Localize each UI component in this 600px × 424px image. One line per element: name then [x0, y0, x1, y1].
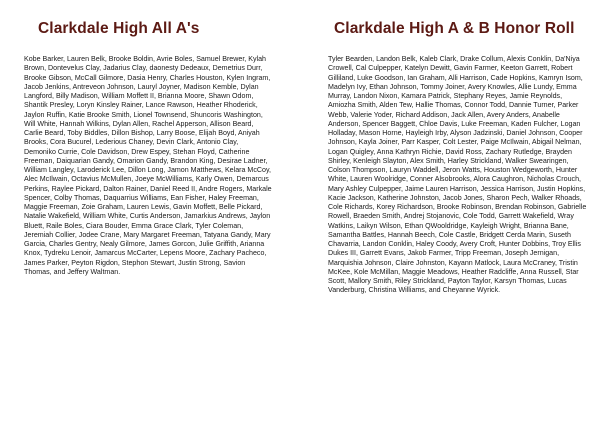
all-as-names: Kobe Barker, Lauren Belk, Brooke Boldin, Avrie Boles, Samuel Brewer, Kylah Brown, Dontevelus Clay, Jadarius Clay, daonesty Dedeaux, Demetrius Durr, Brooke Gibson, McCall Gilmore, Dasia Henry, Charles Houston, Kylen Ingram, Jacob Jenkins, Antreveon Johnson, Lauryl Joyner, Madison Kemble, Dylan Langford, Billy Madison, William Moffett II, Brianna Moore, Shawn Odom, Shantik Presley, Loryn Kinsley Rainer, Lance Rawson, Heather Rhoderick, Jaylon Ruffin, Katie Brooke Smith, Lionel Townsend, Shuncoris Washington, Will White, Hannah Wilkins, Dylan Allen, Rachel Apperson, Allison Beard, Carlie Beard, Toby Biddles, Dillon Bishop, Larry Boose, Elijah Boyd, Aniyah Brooks, Cora Bucurel, Lederious Chaney, Devin Clark, Antonio Clay, Demoniko Currie, Cole Davidson, Drew Espey, Stehan Floyd, Catherine Freeman, Daiquarian Gandy, Omarion Gandy, Brandon King, Desirae Ladner, William Langley, Laroderick Lee, Dillon Long, Jamon Matthews, Kelara McCoy, Alec McIlwain, Octavius McMullen, Joeye McWilliams, Karly Owen, Demarcus Perkins, Raylee Pickard, Dalton Rainer, Daniel Reed II, Andre Rogers, Markale Spencer, Colby Thomas, Daquarrius Williams, Ean Fisher, Haley Freeman, Maggie Freeman, Zoie Graham, Lauren Lewis, Gavin Moffett, Belle Pickard, Natalie Wakefield, William White, Curtis Anderson, Jamarkius Andrews, Jaylon Bluett, Raile Boles, Ciara Bouder, Emma Grace Clark, Tyler Coleman, Jeremiah Collier, Jodee Crane, Mary Margaret Freeman, Tatyana Gandy, Mary Garcia, Charles Gentry, Nealy Gilmore, James Gorcon, Julie Griffith, Arianna Knox, Tydreku Lenoir, Jamarcus McCarter, Lepens Moore, Zachary Pacheco, James Parker, Peyton Rigdon, Stephon Stewart, Justin Strong, Savion Thomas, and Jeffery Waltman. — [24, 55, 272, 276]
honor-roll-names: Tyler Bearden, Landon Belk, Kaleb Clark, Drake Collum, Alexis Conklin, Da'Niya Crowell, Cal Culpepper, Katelyn Dewitt, Gavin Farmer, Keeton Garrett, Robert Gilliland, Luke Goodson, Ian Graham, Alli Harrison, Cade Hopkins, Kamryn Isom, Madelyn Ivy, Ethan Johnson, Tommy Joiner, Avery Knowles, Allie Lundy, Emma Murray, Landon Nixon, Kamara Patrick, Stephany Reyes, Jamie Reynolds, Amiozha Smith, Alden Tew, Hallie Thomas, Connor Todd, Dannie Turner, Parker Webb, Valerie Yoder, Richard Addison, Jack Allen, Avery Anders, Anabelle Anderson, Spencer Baggett, Chloe Davis, Luke Freeman, Kaden Fulcher, Logan Holladay, Mason Horne, Hayleigh Irby, Alyson Jadzinski, Daniel Johnson, Cooper Johnson, Kayla Joiner, Parr Kasper, Colt Lester, Paige McIlwain, Abigail Nelman, Logan Quigley, Anna Kathryn Richie, David Ross, Zachary Rutledge, Brayden Shirley, Kenleigh Slayton, Alex Smith, Harley Strickland, Walker Swearingen, Colson Thompson, Lauryn Waddell, Jeron Watts, Houston Wedgeworth, Hunter White, Lauren Woolridge, Conner Alsobrooks, Alora Caughron, Nicholas Crouch, Mary Ashley Culpepper, Jaime Lauren Harrison, Jessica Harrison, Justin Hopkins, Kacie Jackson, Katherine Johnston, Jacob Jones, Sharon Pech, Walker Rhoads, Cole Richards, Korey Richardson, Brooke Robinson, Brendan Robinson, Gabrielle Rowell, Braeden Smith, Andrej Stojanovic, Cole Todd, Garrett Wakefield, Wray Watkins, Laikyn Wilson, Ethan QWooldridge, Kayleigh Wright, Brianna Bane, Samantha Battles, Hannah Beech, Cole Castle, Bridgett Cerda Marin, Suseth Chavarria, Landon Conklin, Haley Coody, Avery Croft, Hunter Dobbins, Troy Ellis Dukes III, Garrett Evans, Jakob Farmer, Tripp Freeman, Joseph Jernigan, Marquishia Johnson, Claire Johnston, Kayann Matlock, Laura McCraney, Tristin McKee, Kole McMillan, Maggie Meadows, Heather Radcliffe, Anna Russell, Star Scott, Mallory Smith, Riley Strickland, Payton Taylor, Karsyn Thomas, Lucas Vanderburg, Christina Williams, and Cheyanne Wyrick. — [328, 55, 587, 295]
all-as-title: Clarkdale High All A's — [38, 20, 200, 37]
honor-roll-title: Clarkdale High A & B Honor Roll — [334, 20, 575, 37]
